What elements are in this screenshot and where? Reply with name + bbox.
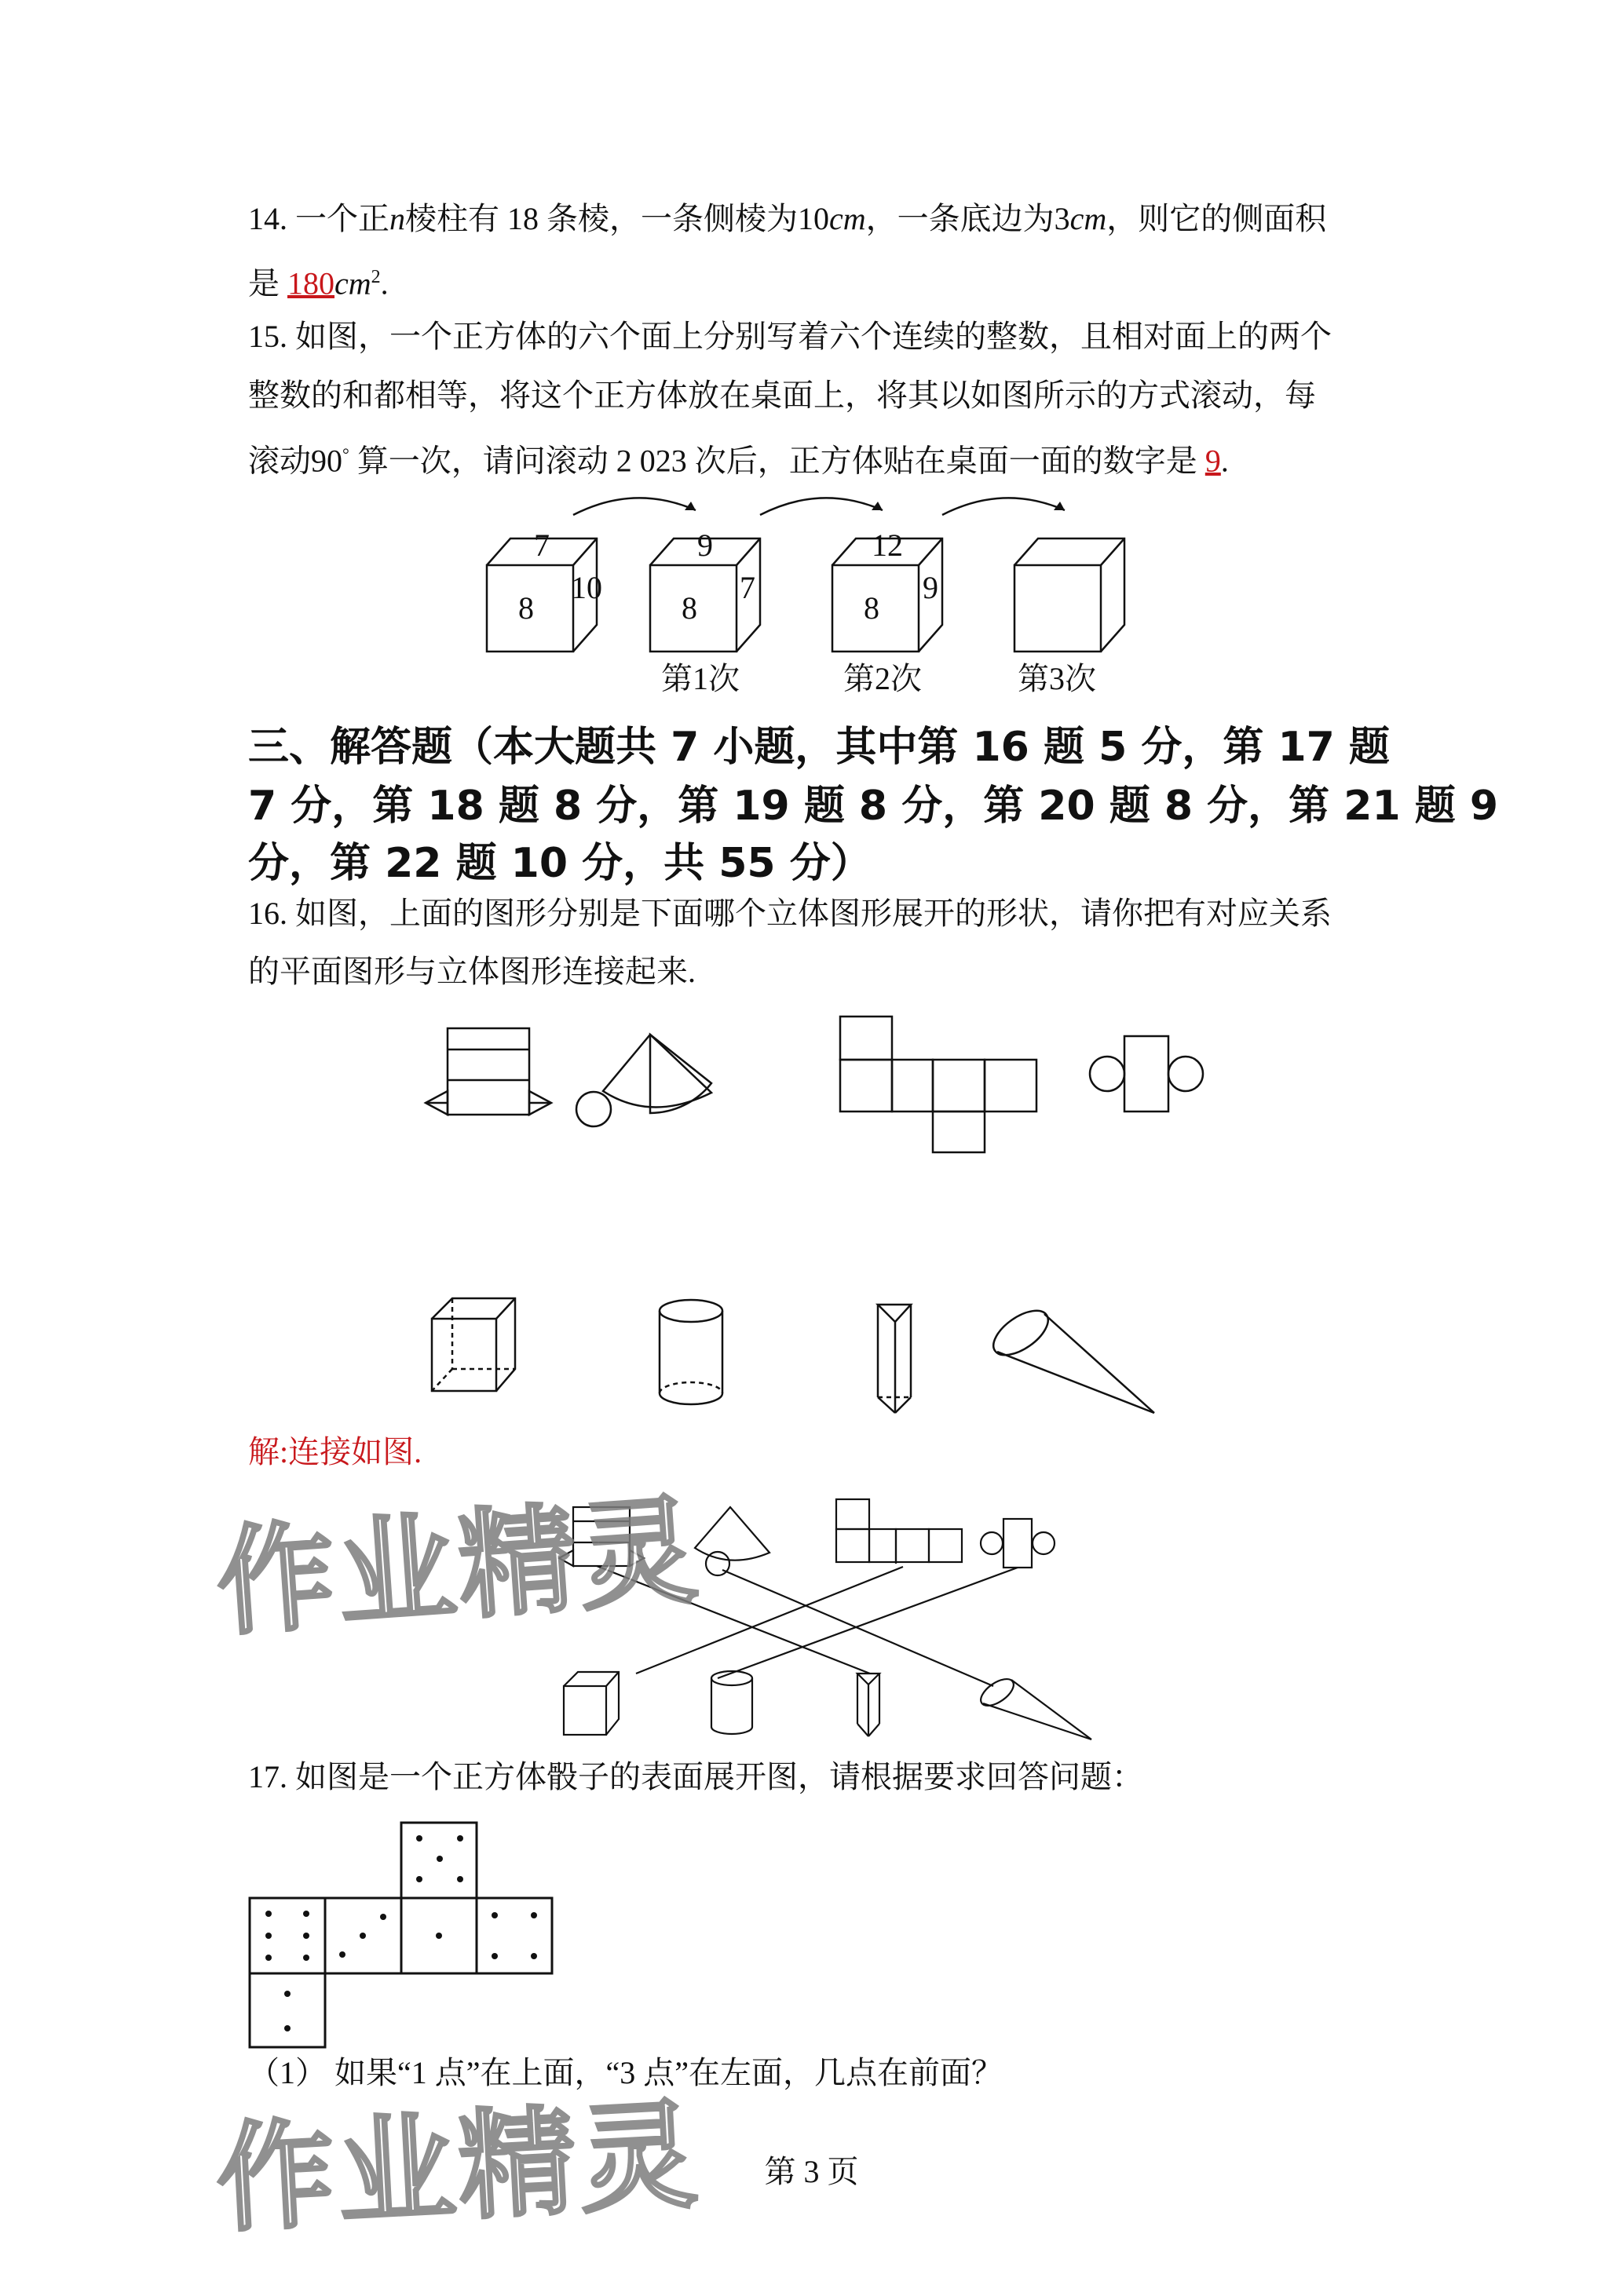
solution-solid-cone	[976, 1674, 1091, 1739]
q17-line1: 17. 如图是一个正方体骰子的表面展开图，请根据要求回答问题：	[248, 1759, 1143, 1794]
roll-arrow-2	[760, 498, 883, 515]
die-face-two	[284, 1991, 291, 2031]
q16-line2: 的平面图形与立体图形连接起来.	[248, 954, 696, 989]
roll-label-3: 第3次	[1018, 661, 1096, 696]
solution-solid-cylinder	[711, 1671, 752, 1734]
q14-answer: 180	[287, 265, 334, 301]
page-number: 第 3 页	[764, 2154, 859, 2189]
cube-net	[840, 1017, 1036, 1152]
roll-label-2: 第2次	[843, 661, 922, 696]
section-heading-line2: 7 分，第 18 题 8 分，第 19 题 8 分，第 20 题 8 分，第 21 题 9	[248, 783, 1499, 830]
cube-3-front: 8	[864, 590, 879, 626]
cube-2-front: 8	[682, 590, 697, 626]
solution-cube-net	[836, 1499, 962, 1564]
q14-line2: 是 $180cm^2$.	[248, 265, 389, 301]
q16-solution: 解:连接如图.	[248, 1434, 422, 1469]
watermark-2: 作业精灵	[213, 2086, 704, 2249]
die-face-three	[339, 1914, 386, 1958]
solution-solid-cube	[564, 1672, 619, 1735]
solids-figure	[416, 1287, 1217, 1429]
prism-net	[426, 1028, 551, 1115]
solution-cone-net	[695, 1507, 769, 1575]
roll-label-1: 第1次	[661, 661, 740, 696]
q17-sub1: （1） 如果“1 点”在上面，“3 点”在左面，几点在前面？	[248, 2055, 1003, 2090]
cube-2-top: 9	[697, 527, 713, 563]
q15-line3: 滚动90° 算一次，请问滚动 2 023 次后，正方体贴在桌面一面的数字是 9.	[248, 443, 1229, 479]
solid-cube	[432, 1298, 515, 1391]
q15-line2: 整数的和都相等，将这个正方体放在桌面上，将其以如图所示的方式滚动，每	[248, 378, 1316, 413]
cube-1-side: 10	[571, 570, 602, 605]
solid-cylinder	[660, 1300, 722, 1404]
q15-answer: 9	[1204, 443, 1221, 479]
solid-triangular-prism	[878, 1305, 911, 1413]
nets-figure	[416, 1005, 1217, 1146]
solution-solid-prism	[857, 1674, 879, 1736]
cube-1-top: 7	[534, 527, 550, 563]
die-face-one	[436, 1933, 442, 1939]
die-face-top	[416, 1835, 463, 1882]
solid-cone	[986, 1302, 1154, 1413]
die-face-four	[492, 1912, 537, 1959]
cylinder-net	[1090, 1036, 1203, 1111]
q14-line1: 14. 一个正n棱柱有 18 条棱，一条侧棱为10cm，一条底边为3cm，则它的侧面积	[248, 201, 1327, 236]
cube-1-front: 8	[518, 590, 534, 626]
solution-cylinder-net	[981, 1519, 1055, 1568]
roll-arrow-3	[942, 498, 1065, 515]
cube-4	[1014, 538, 1124, 652]
section-heading-line3: 分，第 22 题 10 分，共 55 分）	[248, 840, 872, 887]
cube-2-side: 7	[740, 570, 755, 605]
roll-arrow-1	[573, 498, 696, 515]
watermark-1: 作业精灵	[212, 1482, 705, 1653]
rolling-cubes-figure	[471, 487, 1178, 706]
section-heading-line1: 三、解答题（本大题共 7 小题，其中第 16 题 5 分，第 17 题	[248, 724, 1390, 771]
dice-net-figure	[248, 1821, 562, 2049]
q15-line1: 15. 如图，一个正方体的六个面上分别写着六个连续的整数，且相对面上的两个	[248, 319, 1332, 354]
cube-3-side: 9	[923, 570, 938, 605]
cube-3-top: 12	[872, 527, 903, 563]
die-face-six	[265, 1911, 309, 1961]
q16-line1: 16. 如图，上面的图形分别是下面哪个立体图形展开的形状，请你把有对应关系	[248, 896, 1332, 931]
cone-net	[576, 1035, 711, 1126]
